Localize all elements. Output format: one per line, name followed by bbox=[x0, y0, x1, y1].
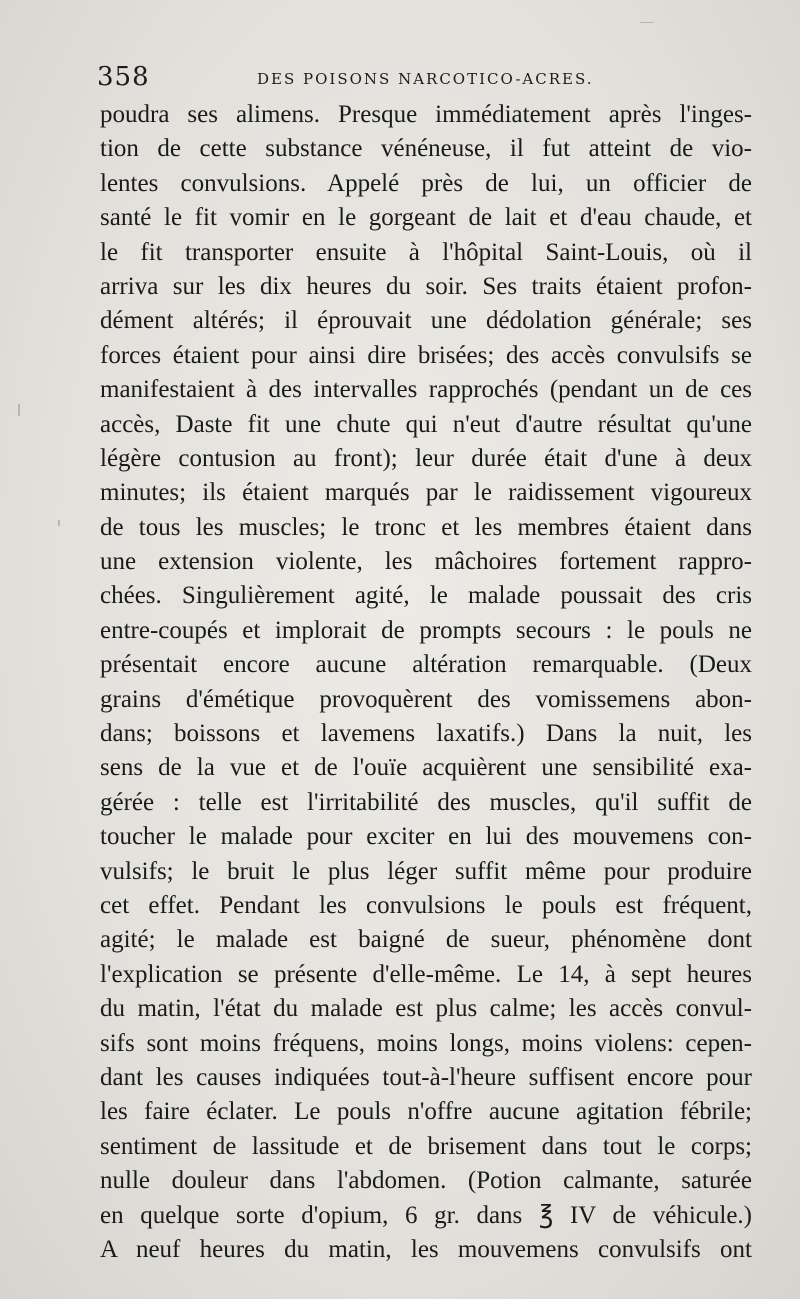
body-text bbox=[100, 98, 752, 1267]
text-line: légère contusion au front); leur durée était d'une à deux bbox=[100, 444, 752, 472]
text-line: grains d'émétique provoquèrent des vomissemens abon- bbox=[100, 685, 752, 713]
text-line: gérée : telle est l'irritabilité des muscles, qu'il suffit de bbox=[100, 788, 752, 816]
text-line: vulsifs; le bruit le plus léger suffit même pour produire bbox=[100, 857, 752, 885]
text-line: accès, Daste fit une chute qui n'eut d'autre résultat qu'une bbox=[100, 410, 752, 438]
text-line: du matin, l'état du malade est plus calme; les accès convul- bbox=[100, 995, 752, 1023]
text-line: sens de la vue et de l'ouïe acquièrent une sensibilité exa- bbox=[100, 754, 752, 782]
text-line: manifestaient à des intervalles rapprochés (pendant un de ces bbox=[100, 376, 752, 404]
text-line: chées. Singulièrement agité, le malade poussait des cris bbox=[100, 582, 752, 610]
running-head: DES POISONS NARCOTICO-ACRES. bbox=[257, 70, 594, 88]
text-line: cet effet. Pendant les convulsions le pouls est fréquent, bbox=[100, 891, 752, 919]
text-line: sifs sont moins fréquens, moins longs, moins violens: cepen- bbox=[100, 1029, 752, 1057]
text-line: sentiment de lassitude et de brisement dans tout le corps; bbox=[100, 1132, 752, 1160]
scan-speck bbox=[58, 520, 60, 526]
text-line: agité; le malade est baigné de sueur, phénomène dont bbox=[100, 926, 752, 954]
text-line: entre-coupés et implorait de prompts secours : le pouls ne bbox=[100, 616, 752, 644]
text-line: A neuf heures du matin, les mouvemens convulsifs ont bbox=[100, 1235, 752, 1263]
text-line: poudra ses alimens. Presque immédiatement après l'inges- bbox=[100, 101, 752, 128]
scan-speck bbox=[18, 404, 20, 416]
text-line: en quelque sorte d'opium, 6 gr. dans ℥ IV de véhicule.) bbox=[100, 1201, 752, 1229]
text-line: arriva sur les dix heures du soir. Ses traits étaient profon- bbox=[100, 272, 752, 300]
text-line: une extension violente, les mâchoires fortement rappro- bbox=[100, 548, 752, 576]
text-line: forces étaient pour ainsi dire brisées; des accès convulsifs se bbox=[100, 341, 752, 369]
text-line: dans; boissons et lavemens laxatifs.) Dans la nuit, les bbox=[100, 720, 752, 748]
text-line: le fit transporter ensuite à l'hôpital Saint-Louis, où il bbox=[100, 238, 752, 266]
text-line: dant les causes indiquées tout-à-l'heure suffisent encore pour bbox=[100, 1063, 752, 1091]
page-header bbox=[97, 62, 757, 102]
text-line: l'explication se présente d'elle-même. Le 14, à sept heures bbox=[100, 960, 752, 988]
text-line: de tous les muscles; le tronc et les membres étaient dans bbox=[100, 513, 752, 541]
text-line: présentait encore aucune altération remarquable. (Deux bbox=[100, 651, 752, 679]
text-line: santé le fit vomir en le gorgeant de lait et d'eau chaude, et bbox=[100, 204, 752, 232]
text-line: tion de cette substance vénéneuse, il fut atteint de vio- bbox=[100, 135, 752, 163]
scan-speck bbox=[640, 22, 654, 23]
text-line: minutes; ils étaient marqués par le raidissement vigoureux bbox=[100, 479, 752, 507]
text-line: nulle douleur dans l'abdomen. (Potion calmante, saturée bbox=[100, 1167, 752, 1195]
text-line: les faire éclater. Le pouls n'offre aucune agitation fébrile; bbox=[100, 1098, 752, 1126]
text-line: toucher le malade pour exciter en lui des mouvemens con- bbox=[100, 823, 752, 851]
text-line: dément altérés; il éprouvait une dédolation générale; ses bbox=[100, 307, 752, 335]
page-number: 358 bbox=[97, 62, 150, 92]
text-line: lentes convulsions. Appelé près de lui, un officier de bbox=[100, 169, 752, 197]
